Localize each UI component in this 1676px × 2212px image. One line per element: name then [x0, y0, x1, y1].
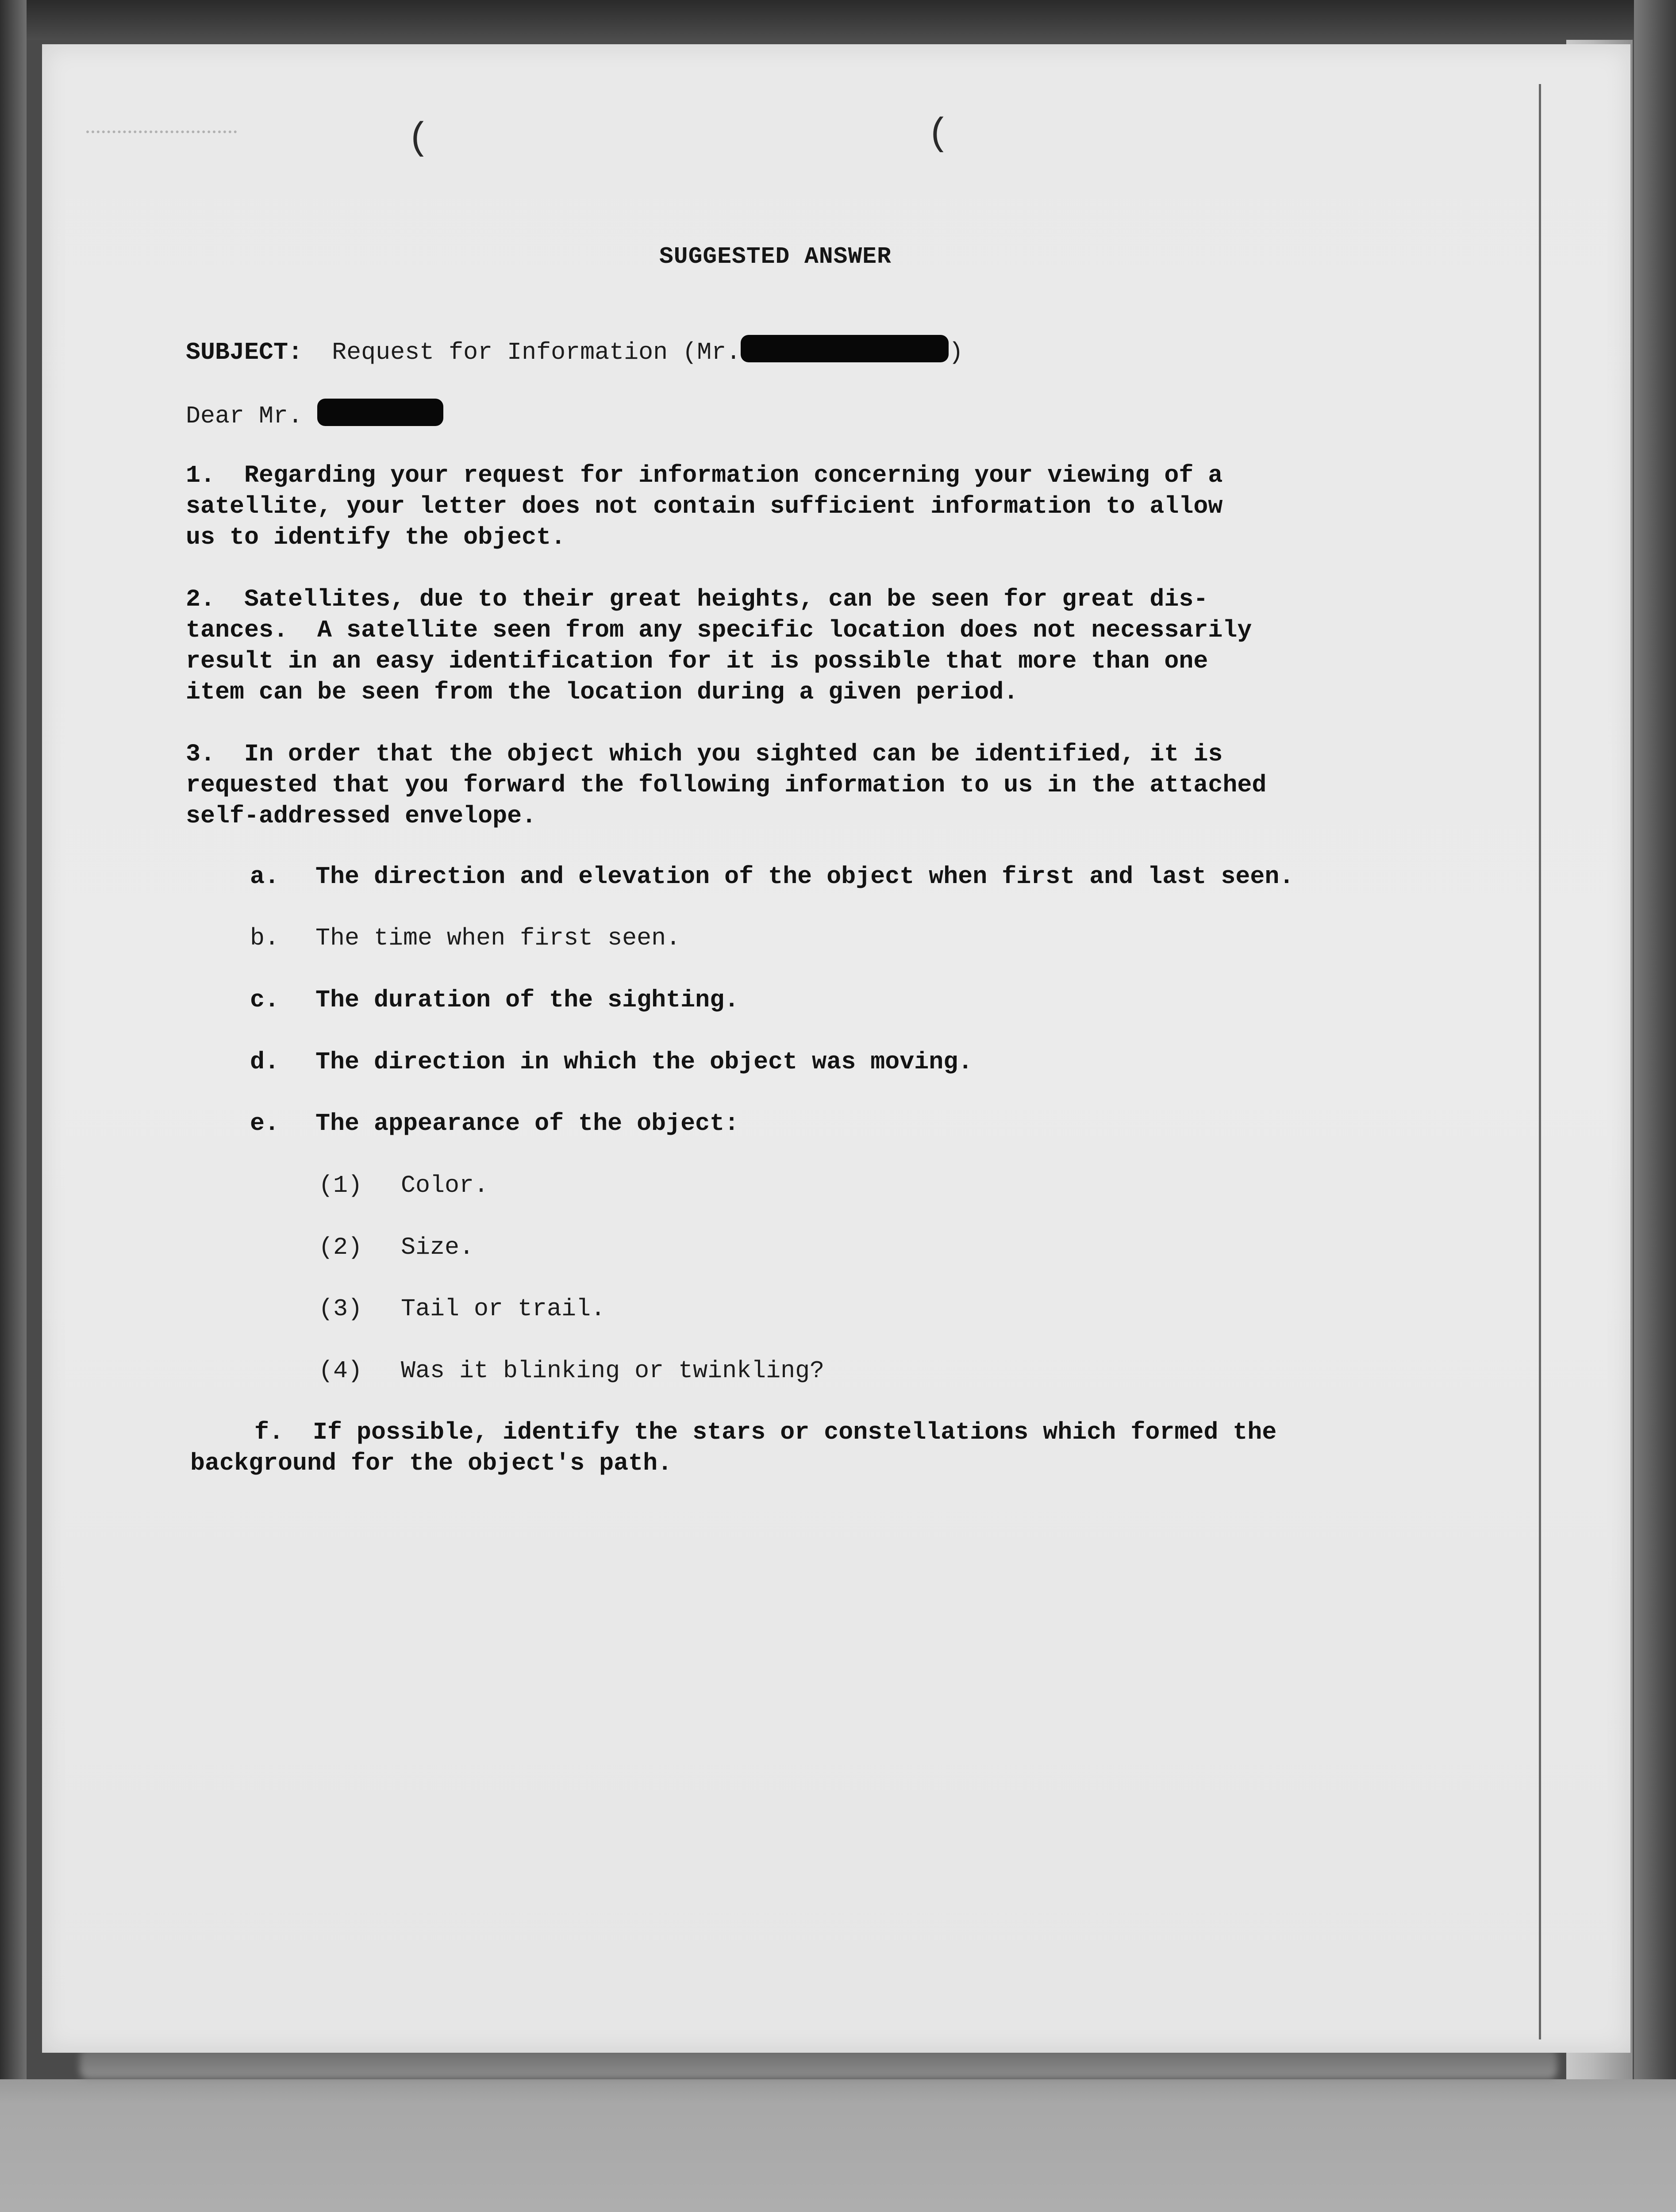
subject-label: SUBJECT:: [186, 338, 303, 366]
punch-mark-left: (: [407, 117, 430, 160]
list-item: c. The duration of the sighting.: [250, 986, 739, 1014]
text-line: result in an easy identification for it is possible that more than one: [186, 647, 1208, 675]
subject-close: ): [949, 338, 964, 366]
subject-line: [186, 335, 963, 368]
paragraph-3: [186, 739, 1380, 832]
text-line: 3. In order that the object which you sighted can be identified, it is: [186, 740, 1223, 768]
subject-text: Request for Information (Mr.: [332, 338, 741, 366]
page-heading: SUGGESTED ANSWER: [659, 243, 892, 270]
page-shadow: [80, 2048, 1557, 2079]
salutation: Dear Mr.: [186, 402, 303, 430]
list-subitem: (3) Tail or trail.: [319, 1295, 606, 1323]
salutation-line: [186, 399, 443, 432]
paragraph-1: [186, 460, 1380, 553]
text-line: 1. Regarding your request for information concerning your viewing of a: [186, 461, 1223, 489]
text-line: self-addressed envelope.: [186, 802, 537, 830]
item-f: [190, 1417, 1385, 1479]
redaction-block: [317, 399, 443, 426]
faint-dots: [86, 131, 237, 137]
list-item: b. The time when first seen.: [250, 924, 681, 952]
scan-frame-left: [0, 0, 27, 2079]
text-line: satellite, your letter does not contain sufficient information to allow: [186, 492, 1223, 520]
text-line: f. If possible, identify the stars or constellations which formed the: [254, 1418, 1277, 1446]
text-line: tances. A satellite seen from any specific location does not necessarily: [186, 616, 1252, 644]
text-line: background for the object's path.: [190, 1449, 673, 1477]
scan-frame-top: [0, 0, 1676, 40]
scan-frame-bottom: [0, 2079, 1676, 2212]
redaction-block: [741, 335, 949, 362]
list-subitem: (4) Was it blinking or twinkling?: [319, 1357, 825, 1385]
text-line: us to identify the object.: [186, 523, 566, 551]
list-subitem: (1) Color.: [319, 1171, 489, 1199]
paragraph-2: [186, 584, 1380, 708]
list-subitem: (2) Size.: [319, 1233, 474, 1261]
text-line: requested that you forward the following information to us in the attached: [186, 771, 1267, 799]
text-line: item can be seen from the location during a given period.: [186, 678, 1019, 706]
punch-mark-right: (: [927, 112, 950, 156]
text-line: 2. Satellites, due to their great heights, can be seen for great dis-: [186, 585, 1208, 613]
list-item: a. The direction and elevation of the object when first and last seen.: [250, 863, 1294, 891]
list-item: d. The direction in which the object was moving.: [250, 1048, 973, 1076]
scan-frame-right: [1634, 0, 1676, 2212]
page-edge-line: [1539, 84, 1541, 2039]
list-item: e. The appearance of the object:: [250, 1110, 739, 1137]
